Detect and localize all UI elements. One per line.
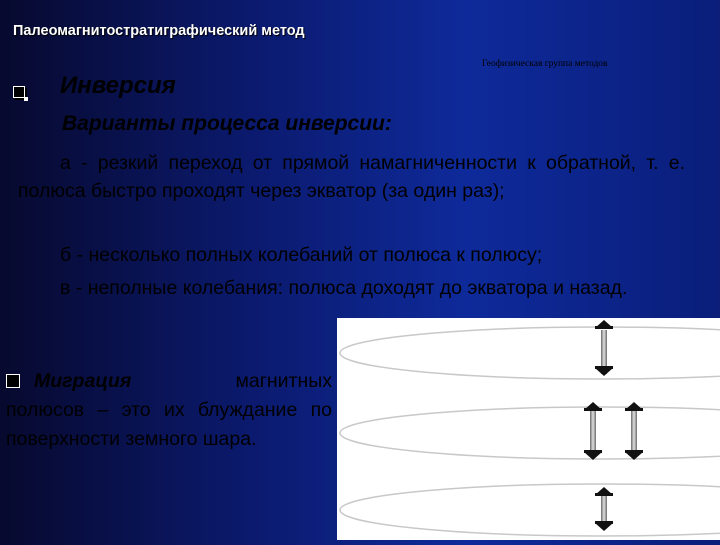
double-arrow-icon-a [595,320,613,376]
inversion-variants-diagram [337,318,720,540]
inversion-heading: Инверсия [60,72,176,99]
inversion-subheading: Варианты процесса инверсии: [62,112,392,135]
equator-ellipse-b [340,407,720,459]
inversion-diagram-graphic [337,318,720,540]
migration-text-line1: магнитных [235,370,332,392]
equator-ellipse-a [340,327,720,379]
inversion-item-b: б - несколько полных колебаний от полюса к полюсу; [60,244,543,266]
inversion-item-c: в - неполные колебания: полюса доходят до экватора и назад. [60,277,628,299]
square-bullet-icon [6,374,20,388]
double-arrow-icon-b1 [584,402,602,460]
migration-text: полюсов – это их блуждание по поверхности земного шара. [6,399,332,450]
migration-paragraph [6,367,332,454]
migration-heading: Миграция [34,370,132,392]
method-group-label: Геофизическая группа методов [482,59,608,69]
square-bullet-icon [13,86,25,98]
inversion-item-a: а - резкий переход от прямой намагниченности к обратной, т. е. полюса быстро проходят через экватор (за один раз); [18,152,685,202]
double-arrow-icon-c [595,487,613,531]
slide-title: Палеомагнитостратиграфический метод [13,23,305,39]
double-arrow-icon-b2 [625,402,643,460]
equator-ellipse-c [340,484,720,536]
